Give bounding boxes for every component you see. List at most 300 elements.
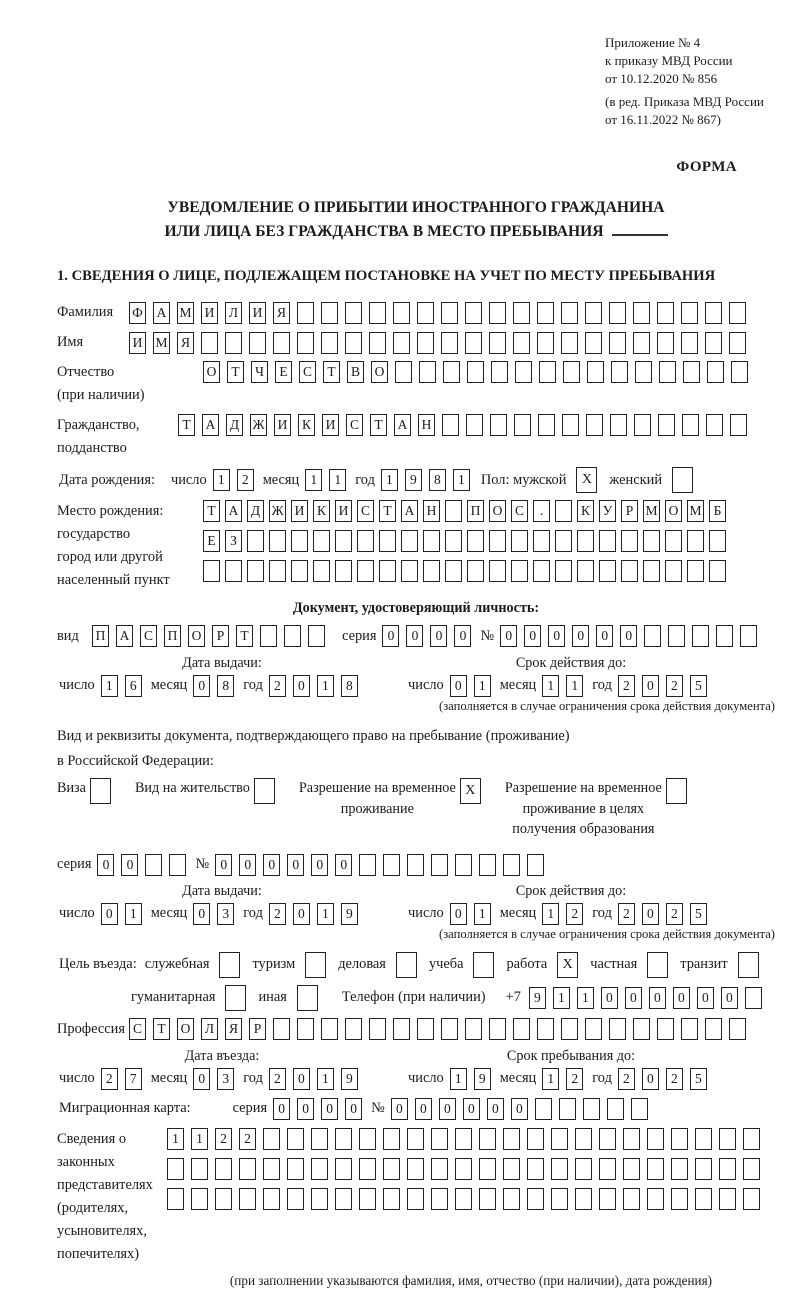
char-cell[interactable]: 0 <box>642 903 659 925</box>
char-cell[interactable]: И <box>201 302 218 324</box>
char-cell[interactable]: 0 <box>463 1098 480 1120</box>
char-cell[interactable] <box>716 625 733 647</box>
char-cell[interactable] <box>577 560 594 582</box>
char-cell[interactable] <box>587 361 604 383</box>
checkbox-purpose-transit[interactable] <box>738 952 759 978</box>
char-cell[interactable]: 1 <box>305 469 322 491</box>
char-cell[interactable] <box>225 560 242 582</box>
char-cell[interactable]: С <box>129 1018 146 1040</box>
char-cell[interactable]: М <box>643 500 660 522</box>
char-cell[interactable]: Л <box>201 1018 218 1040</box>
char-cell[interactable] <box>467 560 484 582</box>
char-cell[interactable] <box>668 625 685 647</box>
char-cell[interactable]: 0 <box>239 854 256 876</box>
char-cell[interactable] <box>599 530 616 552</box>
char-cell[interactable]: Р <box>249 1018 266 1040</box>
char-cell[interactable] <box>527 1188 544 1210</box>
char-cell[interactable] <box>537 1018 554 1040</box>
char-cell[interactable] <box>431 1158 448 1180</box>
char-cell[interactable] <box>599 1158 616 1180</box>
char-cell[interactable] <box>431 1188 448 1210</box>
char-cell[interactable] <box>291 560 308 582</box>
char-cell[interactable] <box>489 332 506 354</box>
char-cell[interactable] <box>633 302 650 324</box>
char-cell[interactable]: Ф <box>129 302 146 324</box>
char-cell[interactable] <box>555 500 572 522</box>
char-cell[interactable]: Ж <box>250 414 267 436</box>
char-cell[interactable]: Т <box>227 361 244 383</box>
char-cell[interactable]: 2 <box>101 1068 118 1090</box>
char-cell[interactable] <box>539 361 556 383</box>
char-cell[interactable] <box>709 530 726 552</box>
char-cell[interactable] <box>623 1158 640 1180</box>
char-cell[interactable] <box>551 1128 568 1150</box>
char-cell[interactable]: Д <box>247 500 264 522</box>
checkbox-purpose-private[interactable] <box>647 952 668 978</box>
char-cell[interactable] <box>145 854 162 876</box>
char-cell[interactable] <box>249 332 266 354</box>
char-cell[interactable] <box>225 332 242 354</box>
char-cell[interactable] <box>407 1128 424 1150</box>
char-cell[interactable] <box>273 332 290 354</box>
char-cell[interactable] <box>705 1018 722 1040</box>
char-cell[interactable]: 0 <box>500 625 517 647</box>
char-cell[interactable] <box>681 332 698 354</box>
char-cell[interactable]: А <box>394 414 411 436</box>
checkbox-temp-residence-education[interactable] <box>666 778 687 804</box>
char-cell[interactable]: Л <box>225 302 242 324</box>
char-cell[interactable]: С <box>140 625 157 647</box>
char-cell[interactable] <box>395 361 412 383</box>
char-cell[interactable] <box>490 414 507 436</box>
char-cell[interactable]: Т <box>203 500 220 522</box>
char-cell[interactable]: 0 <box>406 625 423 647</box>
char-cell[interactable]: 0 <box>193 675 210 697</box>
char-cell[interactable] <box>417 302 434 324</box>
char-cell[interactable] <box>563 361 580 383</box>
char-cell[interactable] <box>417 332 434 354</box>
char-cell[interactable] <box>551 1158 568 1180</box>
char-cell[interactable] <box>658 414 675 436</box>
char-cell[interactable] <box>263 1128 280 1150</box>
char-cell[interactable]: К <box>313 500 330 522</box>
char-cell[interactable] <box>467 361 484 383</box>
checkbox-sex-female[interactable] <box>672 467 693 493</box>
char-cell[interactable]: Т <box>379 500 396 522</box>
char-cell[interactable]: 0 <box>97 854 114 876</box>
char-cell[interactable]: 0 <box>649 987 666 1009</box>
char-cell[interactable]: О <box>203 361 220 383</box>
char-cell[interactable] <box>705 332 722 354</box>
char-cell[interactable]: 1 <box>453 469 470 491</box>
char-cell[interactable] <box>551 1188 568 1210</box>
char-cell[interactable] <box>644 625 661 647</box>
char-cell[interactable] <box>489 530 506 552</box>
char-cell[interactable]: 8 <box>341 675 358 697</box>
char-cell[interactable] <box>514 414 531 436</box>
char-cell[interactable]: 0 <box>673 987 690 1009</box>
char-cell[interactable] <box>467 530 484 552</box>
char-cell[interactable] <box>513 302 530 324</box>
char-cell[interactable] <box>203 560 220 582</box>
char-cell[interactable] <box>692 625 709 647</box>
char-cell[interactable] <box>443 361 460 383</box>
char-cell[interactable]: А <box>153 302 170 324</box>
char-cell[interactable]: 8 <box>217 675 234 697</box>
char-cell[interactable]: 2 <box>566 903 583 925</box>
char-cell[interactable]: 0 <box>273 1098 290 1120</box>
char-cell[interactable]: Н <box>418 414 435 436</box>
char-cell[interactable]: 2 <box>618 675 635 697</box>
char-cell[interactable]: 0 <box>572 625 589 647</box>
char-cell[interactable]: 9 <box>341 1068 358 1090</box>
char-cell[interactable] <box>745 987 762 1009</box>
char-cell[interactable]: 0 <box>287 854 304 876</box>
char-cell[interactable] <box>308 625 325 647</box>
checkbox-purpose-humanitarian[interactable] <box>225 985 246 1011</box>
char-cell[interactable]: Т <box>370 414 387 436</box>
char-cell[interactable] <box>466 414 483 436</box>
char-cell[interactable] <box>621 560 638 582</box>
char-cell[interactable]: 1 <box>542 675 559 697</box>
char-cell[interactable] <box>503 854 520 876</box>
char-cell[interactable]: 1 <box>542 903 559 925</box>
char-cell[interactable]: Т <box>153 1018 170 1040</box>
char-cell[interactable] <box>215 1158 232 1180</box>
char-cell[interactable] <box>383 1188 400 1210</box>
char-cell[interactable]: 0 <box>620 625 637 647</box>
char-cell[interactable] <box>643 560 660 582</box>
char-cell[interactable]: 0 <box>121 854 138 876</box>
char-cell[interactable]: М <box>687 500 704 522</box>
char-cell[interactable]: 2 <box>269 675 286 697</box>
char-cell[interactable] <box>169 854 186 876</box>
char-cell[interactable] <box>561 332 578 354</box>
char-cell[interactable]: . <box>533 500 550 522</box>
char-cell[interactable]: 0 <box>450 675 467 697</box>
char-cell[interactable] <box>357 530 374 552</box>
char-cell[interactable] <box>359 854 376 876</box>
char-cell[interactable] <box>269 560 286 582</box>
char-cell[interactable] <box>284 625 301 647</box>
checkbox-purpose-business[interactable] <box>396 952 417 978</box>
char-cell[interactable]: С <box>357 500 374 522</box>
char-cell[interactable] <box>609 332 626 354</box>
char-cell[interactable] <box>379 560 396 582</box>
char-cell[interactable] <box>527 854 544 876</box>
char-cell[interactable]: 0 <box>487 1098 504 1120</box>
checkbox-residence-permit[interactable] <box>254 778 275 804</box>
checkbox-purpose-other[interactable] <box>297 985 318 1011</box>
checkbox-purpose-official[interactable] <box>219 952 240 978</box>
char-cell[interactable]: О <box>665 500 682 522</box>
char-cell[interactable] <box>393 302 410 324</box>
char-cell[interactable] <box>335 530 352 552</box>
char-cell[interactable]: 0 <box>335 854 352 876</box>
char-cell[interactable] <box>610 414 627 436</box>
char-cell[interactable] <box>537 302 554 324</box>
checkbox-purpose-work[interactable]: X <box>557 952 578 978</box>
char-cell[interactable] <box>575 1188 592 1210</box>
char-cell[interactable]: И <box>335 500 352 522</box>
char-cell[interactable]: Д <box>226 414 243 436</box>
char-cell[interactable] <box>297 332 314 354</box>
char-cell[interactable] <box>575 1128 592 1150</box>
char-cell[interactable]: А <box>202 414 219 436</box>
char-cell[interactable] <box>345 1018 362 1040</box>
char-cell[interactable]: 0 <box>697 987 714 1009</box>
char-cell[interactable]: С <box>346 414 363 436</box>
char-cell[interactable]: 0 <box>193 1068 210 1090</box>
char-cell[interactable] <box>561 1018 578 1040</box>
char-cell[interactable] <box>599 560 616 582</box>
char-cell[interactable] <box>647 1158 664 1180</box>
char-cell[interactable] <box>647 1128 664 1150</box>
char-cell[interactable]: 0 <box>524 625 541 647</box>
char-cell[interactable] <box>515 361 532 383</box>
char-cell[interactable] <box>383 1158 400 1180</box>
char-cell[interactable]: 2 <box>239 1128 256 1150</box>
char-cell[interactable] <box>297 302 314 324</box>
char-cell[interactable]: 1 <box>450 1068 467 1090</box>
char-cell[interactable]: 9 <box>474 1068 491 1090</box>
char-cell[interactable] <box>599 1128 616 1150</box>
char-cell[interactable] <box>681 1018 698 1040</box>
checkbox-temp-residence[interactable]: X <box>460 778 481 804</box>
char-cell[interactable] <box>441 1018 458 1040</box>
char-cell[interactable]: 1 <box>566 675 583 697</box>
char-cell[interactable] <box>687 560 704 582</box>
char-cell[interactable] <box>503 1158 520 1180</box>
char-cell[interactable]: 2 <box>269 903 286 925</box>
char-cell[interactable]: 1 <box>317 675 334 697</box>
char-cell[interactable]: 1 <box>553 987 570 1009</box>
char-cell[interactable] <box>609 1018 626 1040</box>
char-cell[interactable]: А <box>225 500 242 522</box>
char-cell[interactable]: З <box>225 530 242 552</box>
char-cell[interactable] <box>719 1128 736 1150</box>
char-cell[interactable]: О <box>489 500 506 522</box>
char-cell[interactable]: О <box>371 361 388 383</box>
char-cell[interactable] <box>513 332 530 354</box>
char-cell[interactable]: 0 <box>297 1098 314 1120</box>
char-cell[interactable] <box>740 625 757 647</box>
char-cell[interactable]: О <box>177 1018 194 1040</box>
char-cell[interactable]: 2 <box>666 1068 683 1090</box>
char-cell[interactable] <box>585 332 602 354</box>
char-cell[interactable]: 0 <box>391 1098 408 1120</box>
char-cell[interactable] <box>623 1188 640 1210</box>
char-cell[interactable] <box>705 302 722 324</box>
char-cell[interactable]: 0 <box>642 1068 659 1090</box>
char-cell[interactable] <box>335 1128 352 1150</box>
char-cell[interactable] <box>311 1158 328 1180</box>
char-cell[interactable] <box>239 1158 256 1180</box>
char-cell[interactable]: Б <box>709 500 726 522</box>
char-cell[interactable]: Я <box>177 332 194 354</box>
char-cell[interactable]: 0 <box>193 903 210 925</box>
char-cell[interactable] <box>345 332 362 354</box>
char-cell[interactable] <box>215 1188 232 1210</box>
char-cell[interactable] <box>633 1018 650 1040</box>
char-cell[interactable]: Ч <box>251 361 268 383</box>
char-cell[interactable]: 2 <box>269 1068 286 1090</box>
char-cell[interactable] <box>269 530 286 552</box>
char-cell[interactable] <box>313 530 330 552</box>
char-cell[interactable]: 0 <box>450 903 467 925</box>
char-cell[interactable] <box>687 530 704 552</box>
char-cell[interactable]: Н <box>423 500 440 522</box>
char-cell[interactable] <box>575 1158 592 1180</box>
char-cell[interactable]: 2 <box>566 1068 583 1090</box>
char-cell[interactable] <box>683 361 700 383</box>
char-cell[interactable] <box>743 1188 760 1210</box>
char-cell[interactable] <box>647 1188 664 1210</box>
char-cell[interactable]: 1 <box>474 903 491 925</box>
char-cell[interactable]: П <box>467 500 484 522</box>
char-cell[interactable] <box>537 332 554 354</box>
char-cell[interactable]: Т <box>236 625 253 647</box>
char-cell[interactable] <box>313 560 330 582</box>
char-cell[interactable]: 0 <box>293 1068 310 1090</box>
char-cell[interactable] <box>393 1018 410 1040</box>
char-cell[interactable] <box>611 361 628 383</box>
char-cell[interactable]: 2 <box>618 903 635 925</box>
char-cell[interactable] <box>191 1188 208 1210</box>
char-cell[interactable]: Е <box>203 530 220 552</box>
char-cell[interactable]: И <box>129 332 146 354</box>
char-cell[interactable]: У <box>599 500 616 522</box>
char-cell[interactable] <box>489 302 506 324</box>
char-cell[interactable]: 9 <box>405 469 422 491</box>
char-cell[interactable] <box>273 1018 290 1040</box>
char-cell[interactable] <box>357 560 374 582</box>
char-cell[interactable] <box>657 1018 674 1040</box>
char-cell[interactable] <box>247 560 264 582</box>
char-cell[interactable] <box>423 560 440 582</box>
char-cell[interactable] <box>369 302 386 324</box>
char-cell[interactable] <box>287 1128 304 1150</box>
char-cell[interactable]: 1 <box>317 1068 334 1090</box>
char-cell[interactable]: 0 <box>721 987 738 1009</box>
char-cell[interactable] <box>287 1188 304 1210</box>
char-cell[interactable] <box>239 1188 256 1210</box>
char-cell[interactable]: 8 <box>429 469 446 491</box>
char-cell[interactable] <box>633 332 650 354</box>
char-cell[interactable]: Р <box>212 625 229 647</box>
char-cell[interactable]: И <box>274 414 291 436</box>
char-cell[interactable] <box>445 530 462 552</box>
checkbox-purpose-tourism[interactable] <box>305 952 326 978</box>
char-cell[interactable] <box>260 625 277 647</box>
char-cell[interactable] <box>167 1188 184 1210</box>
char-cell[interactable] <box>479 1158 496 1180</box>
char-cell[interactable]: П <box>92 625 109 647</box>
char-cell[interactable] <box>401 560 418 582</box>
char-cell[interactable]: 1 <box>577 987 594 1009</box>
char-cell[interactable] <box>729 332 746 354</box>
char-cell[interactable] <box>491 361 508 383</box>
char-cell[interactable] <box>511 560 528 582</box>
char-cell[interactable] <box>321 302 338 324</box>
char-cell[interactable] <box>706 414 723 436</box>
char-cell[interactable] <box>559 1098 576 1120</box>
char-cell[interactable]: Т <box>178 414 195 436</box>
char-cell[interactable]: С <box>511 500 528 522</box>
char-cell[interactable] <box>445 560 462 582</box>
char-cell[interactable]: 0 <box>430 625 447 647</box>
char-cell[interactable] <box>665 560 682 582</box>
char-cell[interactable] <box>631 1098 648 1120</box>
char-cell[interactable] <box>682 414 699 436</box>
char-cell[interactable] <box>503 1188 520 1210</box>
char-cell[interactable] <box>455 1158 472 1180</box>
char-cell[interactable] <box>707 361 724 383</box>
char-cell[interactable] <box>657 332 674 354</box>
char-cell[interactable]: А <box>401 500 418 522</box>
char-cell[interactable] <box>383 1128 400 1150</box>
char-cell[interactable] <box>247 530 264 552</box>
char-cell[interactable]: 7 <box>125 1068 142 1090</box>
char-cell[interactable] <box>585 302 602 324</box>
char-cell[interactable] <box>441 302 458 324</box>
char-cell[interactable] <box>419 361 436 383</box>
char-cell[interactable]: 9 <box>341 903 358 925</box>
char-cell[interactable] <box>359 1188 376 1210</box>
char-cell[interactable] <box>407 1158 424 1180</box>
char-cell[interactable] <box>607 1098 624 1120</box>
char-cell[interactable]: 0 <box>215 854 232 876</box>
char-cell[interactable] <box>533 530 550 552</box>
char-cell[interactable] <box>359 1158 376 1180</box>
char-cell[interactable] <box>730 414 747 436</box>
char-cell[interactable] <box>465 302 482 324</box>
char-cell[interactable] <box>671 1158 688 1180</box>
char-cell[interactable]: 1 <box>381 469 398 491</box>
char-cell[interactable] <box>335 1158 352 1180</box>
char-cell[interactable]: 0 <box>311 854 328 876</box>
char-cell[interactable] <box>345 302 362 324</box>
char-cell[interactable] <box>583 1098 600 1120</box>
char-cell[interactable]: 1 <box>125 903 142 925</box>
char-cell[interactable]: 3 <box>217 903 234 925</box>
char-cell[interactable] <box>401 530 418 552</box>
char-cell[interactable] <box>555 560 572 582</box>
char-cell[interactable] <box>291 530 308 552</box>
char-cell[interactable] <box>695 1128 712 1150</box>
char-cell[interactable]: Я <box>225 1018 242 1040</box>
char-cell[interactable]: 0 <box>511 1098 528 1120</box>
char-cell[interactable]: 0 <box>454 625 471 647</box>
char-cell[interactable]: 1 <box>474 675 491 697</box>
char-cell[interactable] <box>562 414 579 436</box>
char-cell[interactable]: Е <box>275 361 292 383</box>
char-cell[interactable]: К <box>298 414 315 436</box>
char-cell[interactable] <box>643 530 660 552</box>
char-cell[interactable]: Я <box>273 302 290 324</box>
char-cell[interactable]: 0 <box>263 854 280 876</box>
char-cell[interactable] <box>442 414 459 436</box>
char-cell[interactable] <box>407 1188 424 1210</box>
char-cell[interactable]: 1 <box>213 469 230 491</box>
char-cell[interactable] <box>555 530 572 552</box>
char-cell[interactable]: 5 <box>690 1068 707 1090</box>
char-cell[interactable] <box>657 302 674 324</box>
char-cell[interactable] <box>321 1018 338 1040</box>
char-cell[interactable]: О <box>188 625 205 647</box>
char-cell[interactable] <box>695 1158 712 1180</box>
char-cell[interactable]: 2 <box>666 903 683 925</box>
